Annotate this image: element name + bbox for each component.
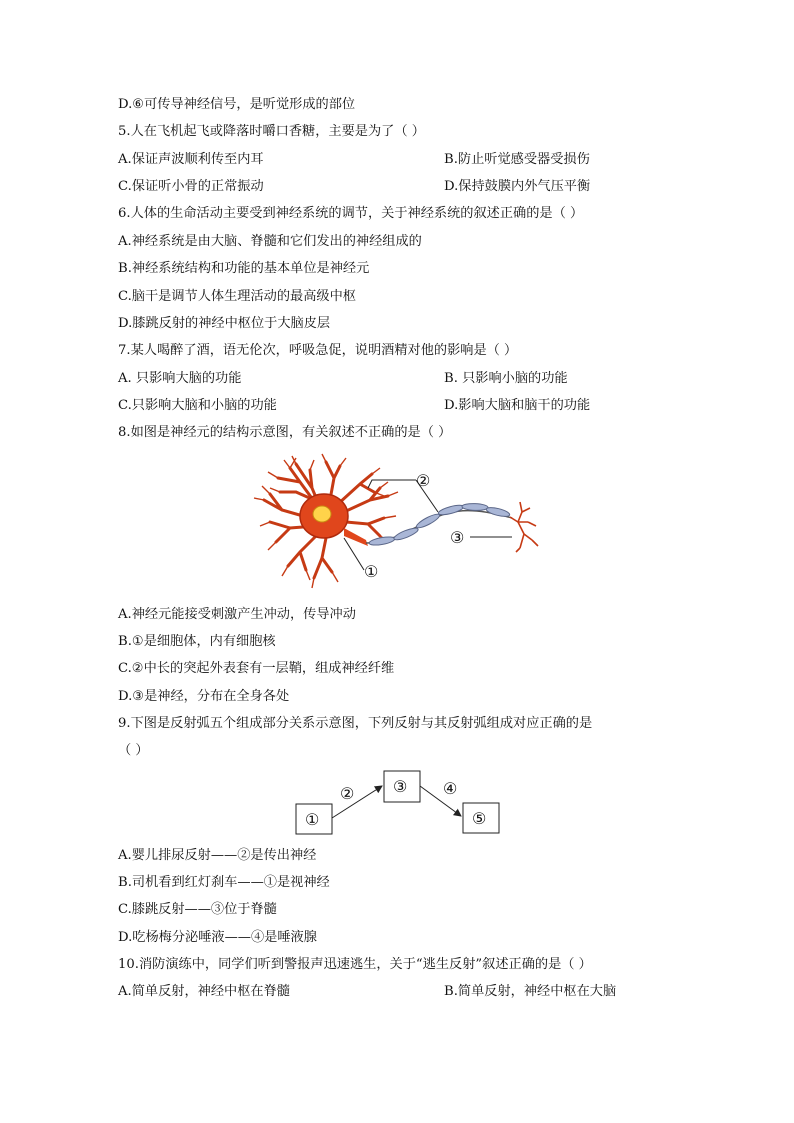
q6-option-d: D.膝跳反射的神经中枢位于大脑皮层: [118, 316, 331, 331]
reflex-label-5: ⑤: [472, 809, 487, 828]
q5-stem: 5.人在飞机起飞或降落时嚼口香糖，主要是为了（ ）: [118, 124, 425, 139]
q7-stem: 7.某人喝醉了酒，语无伦次，呼吸急促，说明酒精对他的影响是（ ）: [118, 343, 518, 358]
q6-option-a: A.神经系统是由大脑、脊髓和它们发出的神经组成的: [118, 234, 422, 249]
q4-option-d: D.⑥可传导神经信号，是听觉形成的部位: [118, 97, 356, 112]
q7-option-b: B. 只影响小脑的功能: [444, 371, 568, 386]
reflex-label-1: ①: [305, 810, 320, 829]
reflex-label-4: ④: [443, 779, 458, 798]
q10-option-a: A.简单反射，神经中枢在脊髓: [118, 984, 290, 999]
q8-option-d: D.③是神经，分布在全身各处: [118, 689, 290, 704]
q9-stem: 9.下图是反射弧五个组成部分关系示意图，下列反射与其反射弧组成对应正确的是: [118, 716, 593, 731]
q10-option-b: B.简单反射，神经中枢在大脑: [444, 984, 617, 999]
q8-option-a: A.神经元能接受刺激产生冲动，传导冲动: [118, 607, 356, 622]
q5-option-c: C.保证听小骨的正常振动: [118, 179, 264, 194]
q9-option-b: B.司机看到红灯刹车——①是视神经: [118, 875, 330, 890]
q6-option-c: C.脑干是调节人体生理活动的最高级中枢: [118, 289, 356, 304]
q9-option-a: A.婴儿排尿反射——②是传出神经: [118, 848, 317, 863]
q9-option-c: C.膝跳反射——③位于脊髓: [118, 902, 277, 917]
q6-stem: 6.人体的生命活动主要受到神经系统的调节，关于神经系统的叙述正确的是（ ）: [118, 206, 584, 221]
q7-option-d: D.影响大脑和脑干的功能: [444, 398, 591, 413]
q7-option-a: A. 只影响大脑的功能: [118, 371, 242, 386]
q5-option-a: A.保证声波顺利传至内耳: [118, 152, 264, 167]
q5-option-b: B.防止听觉感受器受损伤: [444, 152, 590, 167]
reflex-label-2: ②: [340, 784, 355, 803]
reflex-label-3: ③: [393, 777, 408, 796]
neuron-label-2: ②: [416, 471, 431, 490]
q6-option-b: B.神经系统结构和功能的基本单位是神经元: [118, 261, 370, 276]
q10-stem: 10.消防演练中，同学们听到警报声迅速逃生，关于“逃生反射”叙述正确的是（ ）: [118, 957, 592, 972]
q9-option-d: D.吃杨梅分泌唾液——④是唾液腺: [118, 930, 317, 945]
q8-option-b: B.①是细胞体，内有细胞核: [118, 634, 276, 649]
neuron-label-3: ③: [450, 528, 465, 547]
q8-option-c: C.②中长的突起外表套有一层鞘，组成神经纤维: [118, 661, 395, 676]
q7-option-c: C.只影响大脑和小脑的功能: [118, 398, 277, 413]
q5-option-d: D.保持鼓膜内外气压平衡: [444, 179, 591, 194]
neuron-label-1: ①: [364, 562, 379, 581]
q9-stem-bracket: （ ）: [118, 743, 149, 758]
q8-stem: 8.如图是神经元的结构示意图，有关叙述不正确的是（ ）: [118, 425, 452, 440]
